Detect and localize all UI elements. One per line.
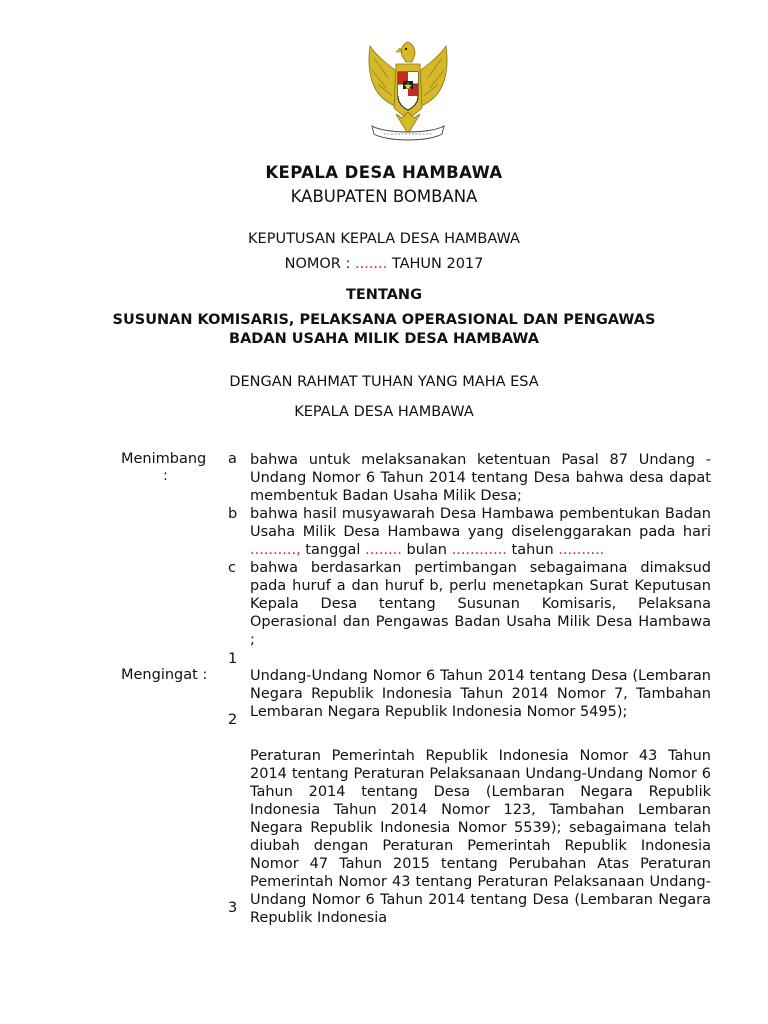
text-tahun: tahun [506, 542, 559, 558]
office-heading: KEPALA DESA HAMBAWA [265, 163, 503, 182]
menimbang-item-c: bahwa berdasarkan pertimbangan sebagaimana dimaksud pada huruf a dan huruf b, perlu menetapkan Surat Keputusan Kepala Desa tentang Susunan Komisaris, Pelaksana Operasional dan Pengawas Badan Usaha Milik Desa Hambawa ; [250, 560, 711, 648]
text-bulan: bulan [401, 542, 452, 558]
subject-line-2: BADAN USAHA MILIK DESA HAMBAWA [229, 331, 539, 347]
menimbang-label: Menimbang [121, 451, 207, 467]
menimbang-item-b-text: bahwa hasil musyawarah Desa Hambawa pembentukan Badan Usaha Milik Desa Hambawa yang diselenggarakan pada hari [250, 506, 711, 540]
decree-number-suffix: TAHUN 2017 [387, 256, 484, 272]
menimbang-marker-a: a [228, 451, 237, 467]
subject-line-1: SUSUNAN KOMISARIS, PELAKSANA OPERASIONAL DAN PENGAWAS [112, 312, 656, 328]
menimbang-item-a: bahwa untuk melaksanakan ketentuan Pasal 87 Undang - Undang Nomor 6 Tahun 2014 tentang Desa bahwa desa dapat membentuk Badan Usaha Milik Desa; [250, 452, 711, 504]
mengingat-marker-2: 2 [228, 712, 238, 728]
official-title: KEPALA DESA HAMBAWA [294, 404, 474, 420]
decree-number-blank: ....... [354, 256, 388, 272]
menimbang-item-b [250, 505, 711, 559]
mengingat-marker-3: 3 [228, 900, 238, 916]
decree-number-prefix: NOMOR : [284, 256, 355, 272]
invocation-text: DENGAN RAHMAT TUHAN YANG MAHA ESA [229, 374, 539, 390]
blank-date: ........ [365, 542, 402, 558]
menimbang-colon: : [163, 468, 168, 484]
blank-day: .........., [250, 542, 301, 558]
mengingat-marker-1: 1 [228, 651, 238, 667]
text-tanggal: tanggal [300, 542, 366, 558]
decree-title: KEPUTUSAN KEPALA DESA HAMBAWA [248, 231, 520, 247]
blank-year: .......... [558, 542, 605, 558]
blank-month: ............ [451, 542, 507, 558]
menimbang-marker-c: c [228, 560, 236, 576]
about-heading: TENTANG [346, 287, 422, 303]
mengingat-item-1: Undang-Undang Nomor 6 Tahun 2014 tentang Desa (Lembaran Negara Republik Indonesia Tahun 2014 Nomor 7, Tambahan Lembaran Negara Republik Indonesia Nomor 5495); [250, 668, 711, 720]
garuda-emblem-icon [362, 38, 454, 148]
mengingat-label: Mengingat : [121, 667, 208, 683]
regency-heading: KABUPATEN BOMBANA [290, 187, 478, 206]
mengingat-item-2: Peraturan Pemerintah Republik Indonesia Nomor 43 Tahun 2014 tentang Peraturan Pelaksanaan Undang-Undang Nomor 6 Tahun 2014 tentang Desa (Lembaran Negara Republik Indonesia Tahun 2014 Nomor 123, Tambahan Lembaran Negara Republik Indonesia Nomor 5539); sebagaimana telah diubah dengan Peraturan Pemerintah Republik Indonesia Nomor 47 Tahun 2015 tentang Perubahan Atas Peraturan Pemerintah Nomor 43 tentang Peraturan Pelaksanaan Undang-Undang Nomor 6 Tahun 2014 tentang Desa (Lembaran Negara Republik Indonesia [250, 748, 711, 926]
menimbang-marker-b: b [228, 506, 238, 522]
decree-number [0, 256, 768, 272]
